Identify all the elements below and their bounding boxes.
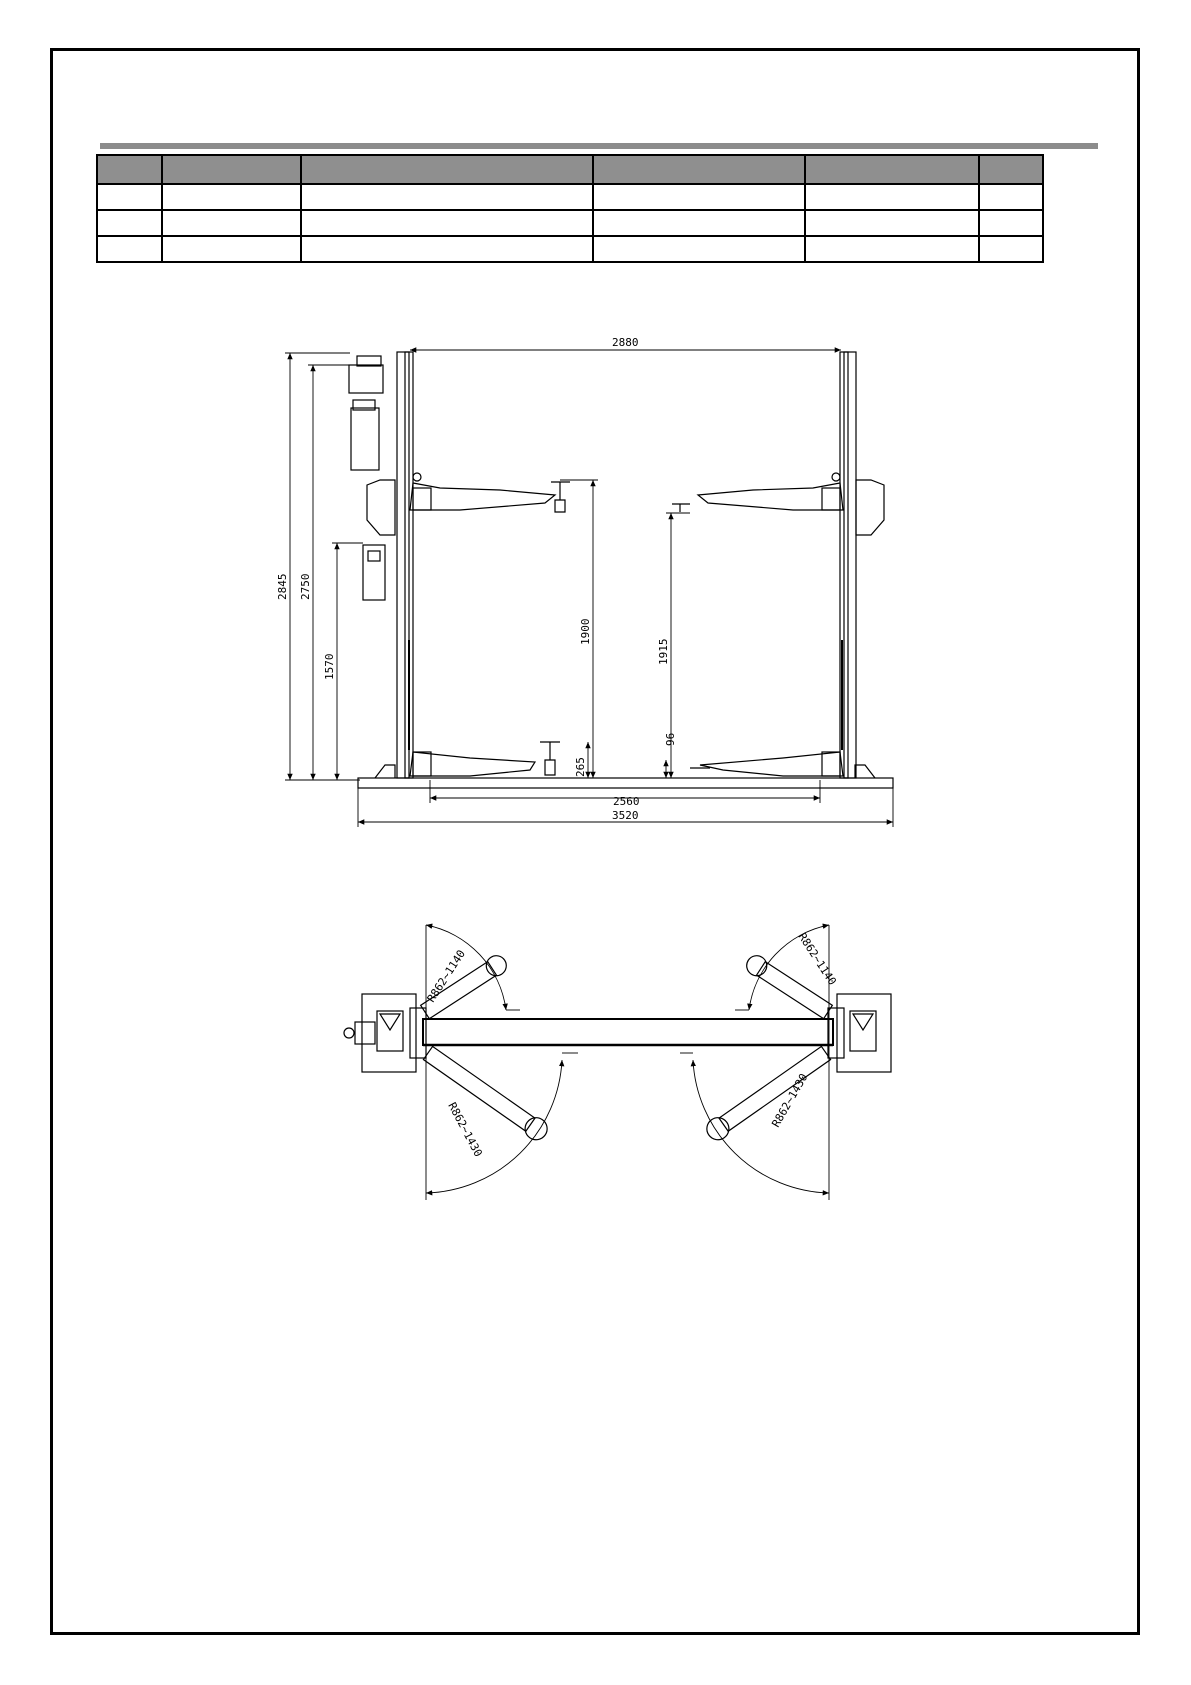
motor-top-view	[355, 1022, 375, 1044]
dim-min-pad-right: 96	[664, 732, 677, 746]
column-detail	[853, 1014, 873, 1030]
motor	[349, 365, 383, 393]
arm-pivot-right	[822, 488, 840, 510]
dim-arm-bottom-right: R862~1430	[769, 1071, 811, 1130]
dim-motor-height: 2750	[299, 573, 312, 600]
upper-left-arm	[410, 483, 555, 510]
left-carriage	[367, 480, 395, 535]
left-post	[397, 352, 409, 778]
control-box	[363, 545, 385, 600]
lower-left-arm	[410, 752, 535, 776]
arm-bottom-left	[422, 1044, 552, 1144]
base-foot-right	[855, 765, 875, 778]
dim-arm-bottom-left: R862~1430	[445, 1100, 485, 1160]
base-plate	[358, 778, 893, 788]
arm-bottom-right	[703, 1044, 833, 1144]
dim-max-lift-left: 1900	[579, 618, 592, 645]
front-view	[349, 352, 893, 788]
right-post	[844, 352, 856, 778]
right-carriage-top	[828, 1008, 844, 1058]
dim-max-lift-right: 1915	[657, 638, 670, 665]
dim-total-height: 2845	[276, 573, 289, 600]
upper-right-arm	[698, 483, 843, 510]
motor-cap	[344, 1028, 354, 1038]
arc-bottom-left	[426, 1060, 562, 1193]
right-lift-pad	[672, 504, 690, 512]
arm-pin	[832, 473, 840, 481]
arm-pin	[413, 473, 421, 481]
dim-min-pad-left: 265	[574, 757, 587, 777]
oil-tank	[351, 408, 379, 470]
lower-pivot-right	[822, 752, 840, 776]
base-foot-left	[375, 765, 395, 778]
column-detail	[380, 1014, 400, 1030]
dim-arm-top-left: R862~1140	[424, 947, 468, 1005]
right-carriage	[856, 480, 884, 535]
lower-pivot-left	[413, 752, 431, 776]
dim-control-height: 1570	[323, 653, 336, 680]
control-switch	[368, 551, 380, 561]
front-view-labels	[276, 336, 677, 822]
dim-base-overall: 3520	[612, 809, 639, 822]
dim-arm-top-right: R862~1140	[795, 930, 839, 988]
crossbar	[423, 1019, 833, 1045]
dim-width-inner: 2880	[612, 336, 639, 349]
arm-pivot-left	[413, 488, 431, 510]
dim-base-inner: 2560	[613, 795, 640, 808]
right-base-plate	[837, 994, 891, 1072]
lower-left-pad	[540, 742, 560, 775]
left-lift-pad	[551, 482, 570, 512]
left-base-plate	[362, 994, 416, 1072]
